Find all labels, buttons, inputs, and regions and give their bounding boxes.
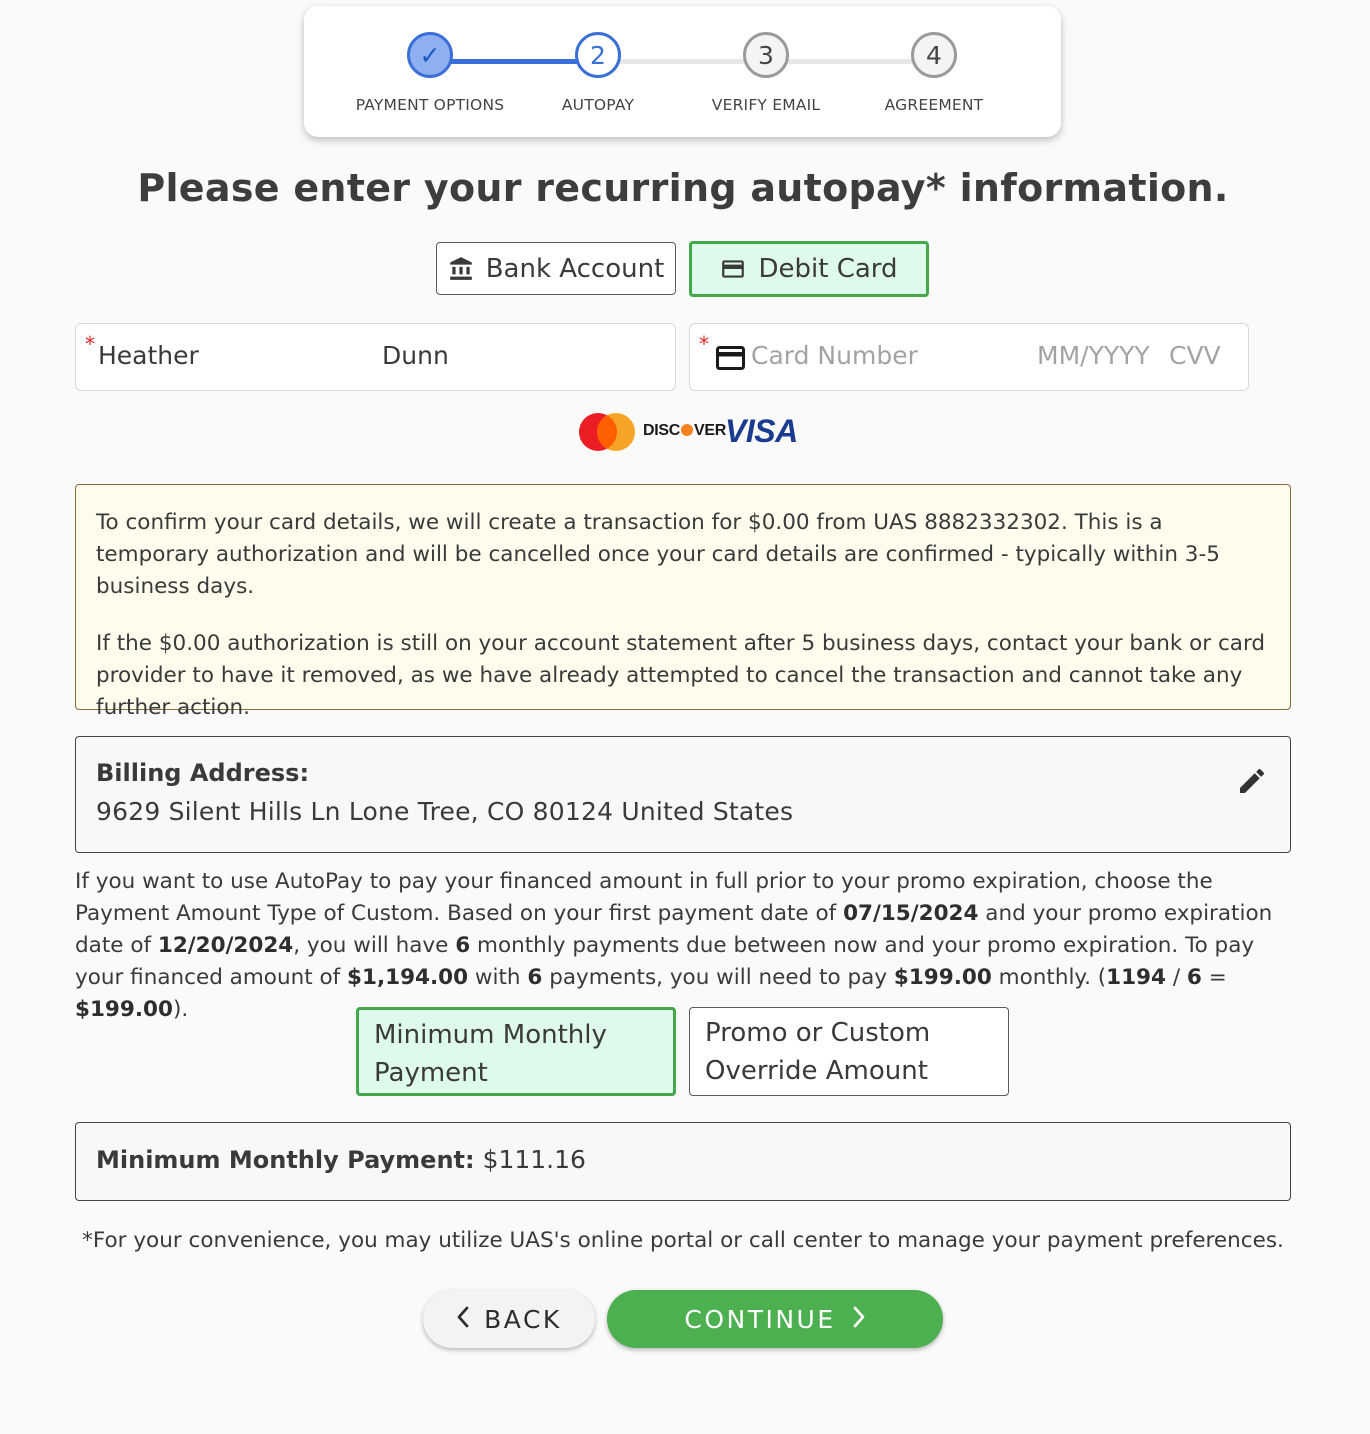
custom-line-2: Override Amount: [705, 1056, 928, 1086]
discover-logo: [643, 422, 726, 440]
cvv-input[interactable]: CVV: [1169, 341, 1221, 370]
calc-result: $199.00: [75, 997, 173, 1022]
minimum-line-1: Minimum Monthly: [374, 1020, 607, 1050]
explanation-text: and your promo expiration date of: [75, 901, 1273, 958]
explanation-text: ).: [172, 997, 189, 1022]
chevron-left-icon: [456, 1305, 470, 1334]
notice-paragraph-1: To confirm your card details, we will create a transaction for $0.00 from UAS 8882332302. This is a temporary authorization and will be cancelled once your card details are confirmed - typically within 3-5 business days.: [96, 510, 1220, 599]
card-details-field[interactable]: [689, 323, 1249, 391]
progress-stepper: [304, 6, 1061, 137]
debit-card-label: Debit Card: [758, 254, 898, 284]
calc-divisor: 6: [1186, 965, 1202, 990]
step-label: PAYMENT OPTIONS: [355, 96, 505, 114]
discover-text-end: VER: [694, 422, 727, 439]
step-label: VERIFY EMAIL: [711, 96, 821, 114]
bank-account-label: Bank Account: [485, 253, 665, 284]
continue-label: CONTINUE: [684, 1304, 836, 1334]
billing-address-label: Billing Address:: [96, 759, 310, 787]
step-number: 4: [911, 32, 957, 78]
discover-text-start: DISC: [643, 422, 681, 439]
step-check-icon: ✓: [407, 32, 453, 78]
mastercard-logo: [576, 410, 638, 454]
explanation-text: with: [468, 965, 528, 990]
back-label: BACK: [484, 1304, 562, 1334]
credit-card-icon: [720, 256, 746, 282]
step-label: AUTOPAY: [561, 96, 635, 114]
step-number: 2: [575, 32, 621, 78]
monthly-amount: $199.00: [893, 965, 992, 990]
required-asterisk: *: [699, 332, 709, 356]
notice-paragraph-2: If the $0.00 authorization is still on your account statement after 5 business days, contact your bank or card provider to have it removed, as we have already attempted to cancel the transaction and cannot take any further action.: [96, 631, 1266, 720]
minimum-line-2: Payment: [374, 1058, 488, 1088]
discover-o-icon: [681, 424, 693, 436]
bank-account-button[interactable]: [436, 242, 676, 295]
payment-count: 6: [455, 933, 471, 958]
debit-card-button[interactable]: [689, 241, 929, 297]
explanation-text: monthly payments due between now and your promo expiration. To pay your financed amount of: [75, 933, 1255, 990]
minimum-monthly-payment-button[interactable]: [356, 1007, 676, 1096]
billing-address-card: [75, 736, 1291, 853]
continue-button[interactable]: [607, 1290, 943, 1348]
explanation-text: /: [1165, 965, 1187, 990]
billing-address-value: 9629 Silent Hills Ln Lone Tree, CO 80124 United States: [96, 797, 794, 826]
calc-amount: 1194: [1106, 965, 1166, 990]
explanation-text: payments, you will need to pay: [542, 965, 894, 990]
step-connector-completed: [430, 59, 598, 64]
expiry-input[interactable]: MM/YYYY: [1037, 341, 1150, 370]
explanation-text: , you will have: [293, 933, 456, 958]
pencil-icon[interactable]: [1236, 765, 1268, 801]
accepted-card-brands: [576, 410, 806, 454]
custom-override-amount-button[interactable]: [689, 1007, 1009, 1096]
payment-count: 6: [527, 965, 543, 990]
explanation-text: If you want to use AutoPay to pay your financed amount in full prior to your promo expiration, choose the Payment Amount Type of Custom. Based on your first payment date of: [75, 869, 1213, 926]
minimum-payment-label: Minimum Monthly Payment:: [96, 1146, 475, 1174]
minimum-payment-value: $111.16: [482, 1145, 586, 1174]
minimum-payment-summary: [75, 1122, 1291, 1201]
explanation-text: monthly. (: [991, 965, 1107, 990]
required-asterisk: *: [85, 332, 95, 356]
promo-expiration-date: 12/20/2024: [157, 933, 294, 958]
last-name-value[interactable]: Dunn: [382, 341, 449, 370]
first-payment-date: 07/15/2024: [843, 901, 979, 926]
bank-icon: [448, 256, 474, 282]
page-title: Please enter your recurring autopay* information.: [137, 166, 1229, 210]
financed-amount: $1,194.00: [347, 965, 469, 990]
step-number: 3: [743, 32, 789, 78]
cardholder-name-field[interactable]: [75, 323, 676, 391]
step-label: AGREEMENT: [884, 96, 984, 114]
autopay-explanation: [75, 866, 1291, 1026]
visa-logo: VISA: [725, 413, 798, 449]
explanation-text: =: [1201, 965, 1227, 990]
card-number-input[interactable]: Card Number: [751, 341, 918, 370]
card-icon: [716, 346, 745, 374]
chevron-right-icon: [852, 1305, 866, 1334]
convenience-footnote: *For your convenience, you may utilize UAS's online portal or call center to manage your payment preferences.: [82, 1228, 1284, 1253]
back-button[interactable]: [423, 1290, 595, 1348]
authorization-notice: [75, 484, 1291, 720]
custom-line-1: Promo or Custom: [705, 1018, 931, 1048]
first-name-value[interactable]: Heather: [98, 341, 199, 370]
